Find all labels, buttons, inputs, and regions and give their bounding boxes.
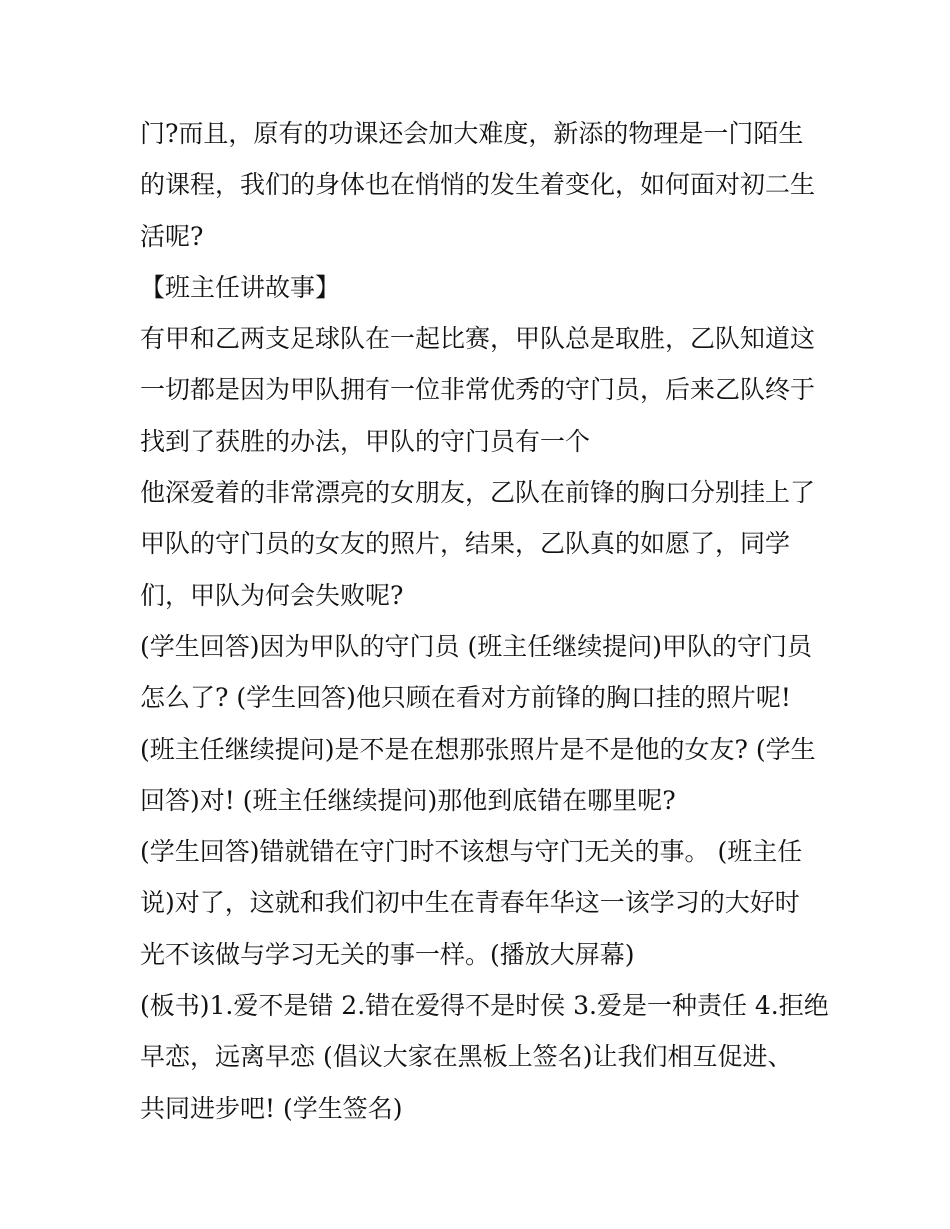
- text-line: 共同进步吧! (学生签名): [140, 1093, 403, 1123]
- text-line: 早恋，远离早恋 (倡议大家在黑板上签名)让我们相互促进、: [140, 1042, 793, 1072]
- section-heading: 【班主任讲故事】: [140, 272, 341, 302]
- document-body: [140, 108, 829, 1134]
- text-line: 的课程，我们的身体也在悄悄的发生着变化，如何面对初二生: [140, 170, 816, 200]
- text-line: (学生回答)因为甲队的守门员 (班主任继续提问)甲队的守门员: [140, 631, 812, 661]
- text-line: 回答)对! (班主任继续提问)那他到底错在哪里呢?: [140, 785, 676, 815]
- text-line: 他深爱着的非常漂亮的女朋友，乙队在前锋的胸口分别挂上了: [140, 478, 816, 508]
- text-line: 门?而且，原有的功课还会加大难度，新添的物理是一门陌生: [140, 119, 804, 148]
- text-line: 甲队的守门员的女友的照片，结果，乙队真的如愿了，同学: [140, 529, 791, 559]
- text-line: 有甲和乙两支足球队在一起比赛，甲队总是取胜，乙队知道这: [140, 324, 816, 354]
- text-line: 说)对了，这就和我们初中生在青春年华这一该学习的大好时: [140, 888, 800, 918]
- text-line: (学生回答)错就错在守门时不该想与守门无关的事。 (班主任: [140, 837, 803, 867]
- text-line: 找到了获胜的办法，甲队的守门员有一个: [140, 426, 591, 456]
- text-line: (班主任继续提问)是不是在想那张照片是不是他的女友? (学生: [140, 734, 816, 764]
- text-line: 怎么了? (学生回答)他只顾在看对方前锋的胸口挂的照片呢!: [140, 683, 791, 713]
- text-line: 一切都是因为甲队拥有一位非常优秀的守门员，后来乙队终于: [140, 375, 816, 405]
- text-line: 们，甲队为何会失败呢?: [140, 580, 404, 610]
- text-line: 活呢?: [140, 221, 204, 251]
- text-line: 光不该做与学习无关的事一样。(播放大屏幕): [140, 939, 635, 969]
- text-line: (板书)1.爱不是错 2.错在爱得不是时侯 3.爱是一种责任 4.拒绝: [140, 991, 829, 1021]
